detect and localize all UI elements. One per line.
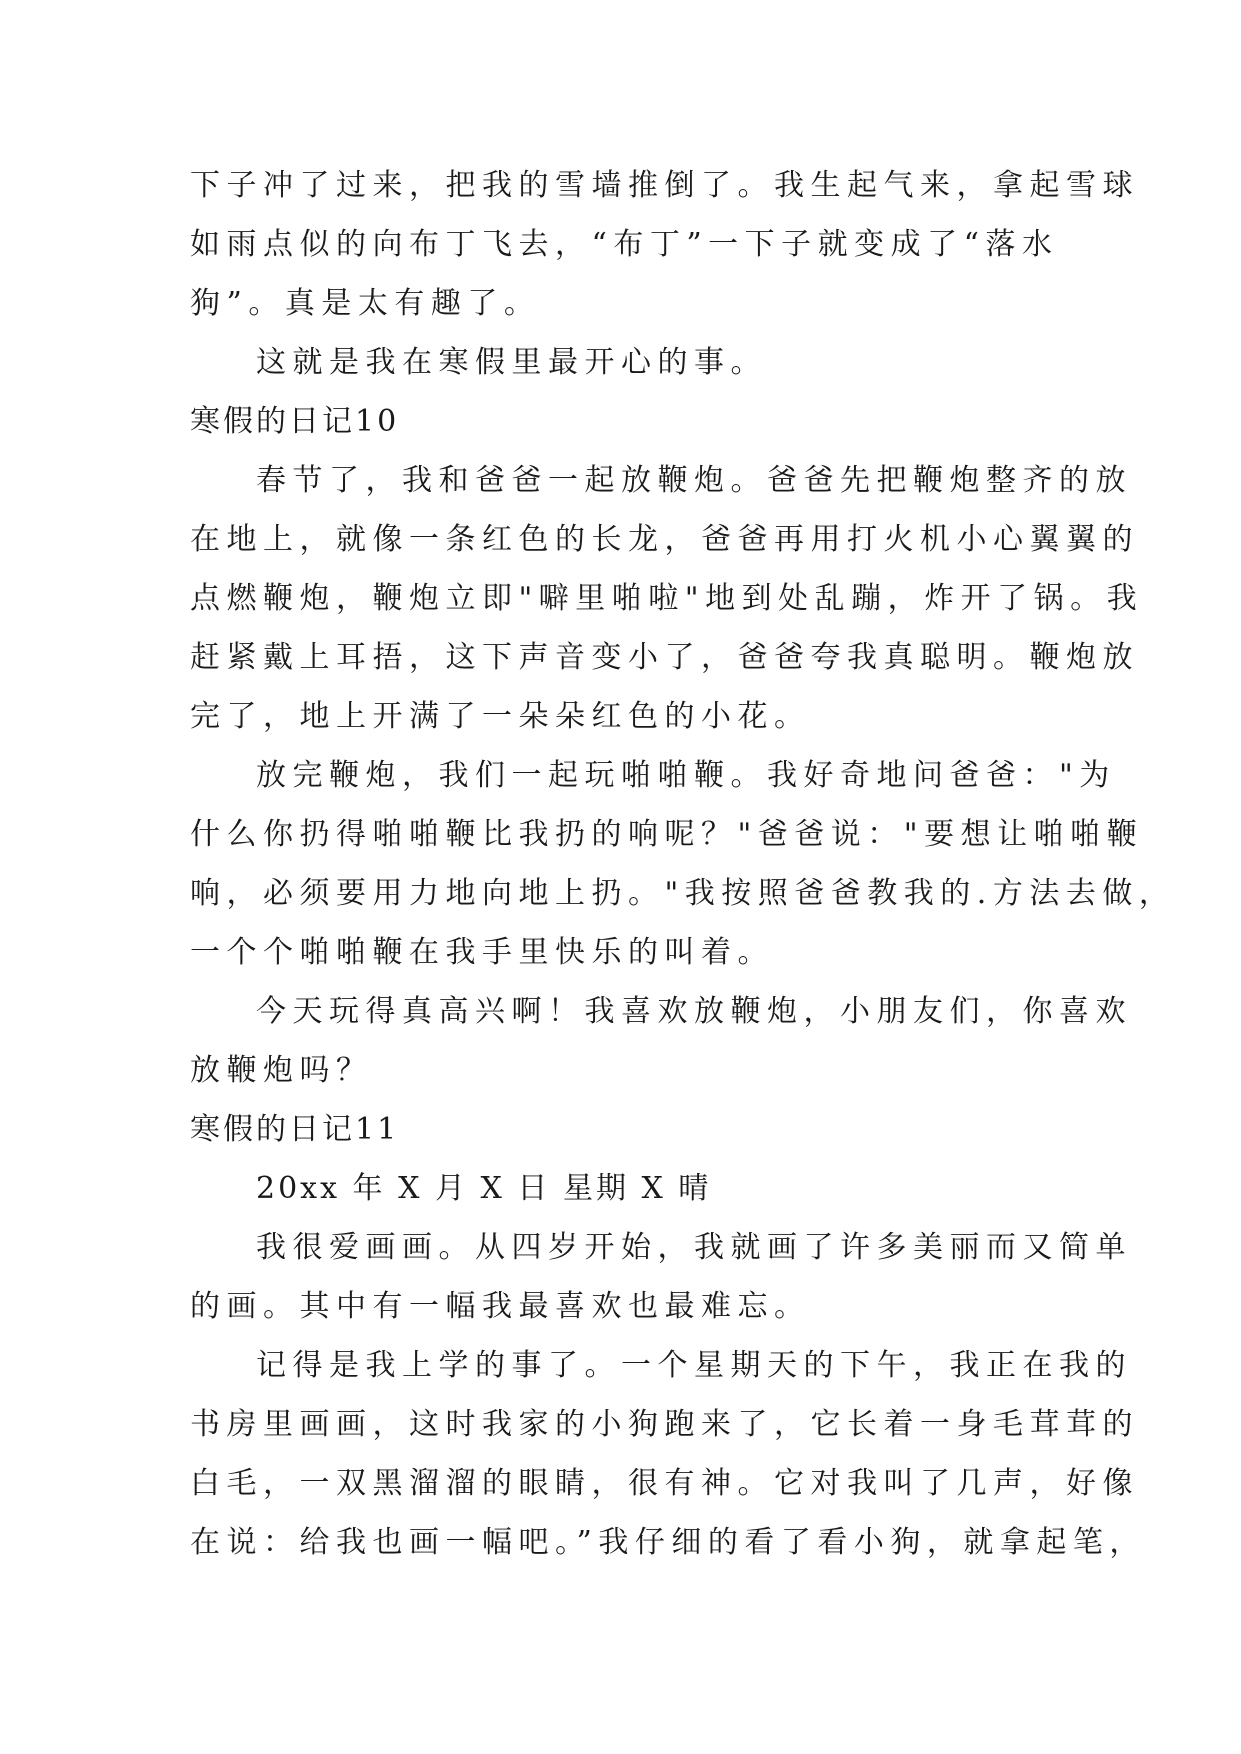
text-line: 赶紧戴上耳捂，这下声音变小了，爸爸夸我真聪明。鞭炮放 (190, 640, 1139, 675)
paragraph-start: 放完鞭炮，我们一起玩啪啪鞭。我好奇地问爸爸："为 (256, 758, 1116, 793)
text-line: 的画。其中有一幅我最喜欢也最难忘。 (190, 1289, 811, 1324)
paragraph-start: 今天玩得真高兴啊！我喜欢放鞭炮，小朋友们，你喜欢 (256, 994, 1132, 1029)
text-line: 点燃鞭炮，鞭炮立即"噼里啪啦"地到处乱蹦，炸开了锅。我 (190, 581, 1144, 616)
paragraph-start: 我很爱画画。从四岁开始，我就画了许多美丽而又简单 (256, 1230, 1132, 1265)
text-line: 完了，地上开满了一朵朵红色的小花。 (190, 699, 811, 734)
text-line: 一个个啪啪鞭在我手里快乐的叫着。 (190, 935, 774, 970)
document-page (190, 156, 1176, 1572)
text-line: 响，必须要用力地向地上扔。"我按照爸爸教我的.方法去做， (190, 876, 1176, 911)
text-line: 白毛，一双黑溜溜的眼睛，很有神。它对我叫了几声，好像 (190, 1466, 1139, 1501)
section-heading-diary-11: 寒假的日记11 (190, 1112, 400, 1147)
diary-date-line: 20xx 年 X 月 X 日 星期 X 晴 (256, 1171, 712, 1206)
paragraph-start: 春节了，我和爸爸一起放鞭炮。爸爸先把鞭炮整齐的放 (256, 463, 1132, 498)
text-line: 书房里画画，这时我家的小狗跑来了，它长着一身毛茸茸的 (190, 1407, 1139, 1442)
text-line: 狗”。真是太有趣了。 (190, 286, 541, 321)
text-line: 什么你扔得啪啪鞭比我扔的响呢？"爸爸说："要想让啪啪鞭 (190, 817, 1144, 852)
text-line: 放鞭炮吗？ (190, 1053, 373, 1088)
paragraph-start: 记得是我上学的事了。一个星期天的下午，我正在我的 (256, 1348, 1132, 1383)
text-line: 在地上，就像一条红色的长龙，爸爸再用打火机小心翼翼的 (190, 522, 1139, 557)
text-line: 下子冲了过来，把我的雪墙推倒了。我生起气来，拿起雪球 (190, 168, 1139, 203)
text-line: 在说：给我也画一幅吧。”我仔细的看了看小狗，就拿起笔， (190, 1525, 1146, 1560)
section-heading-diary-10: 寒假的日记10 (190, 404, 400, 439)
text-line: 如雨点似的向布丁飞去，“布丁”一下子就变成了“落水 (190, 227, 1059, 262)
paragraph-start: 这就是我在寒假里最开心的事。 (256, 345, 767, 380)
